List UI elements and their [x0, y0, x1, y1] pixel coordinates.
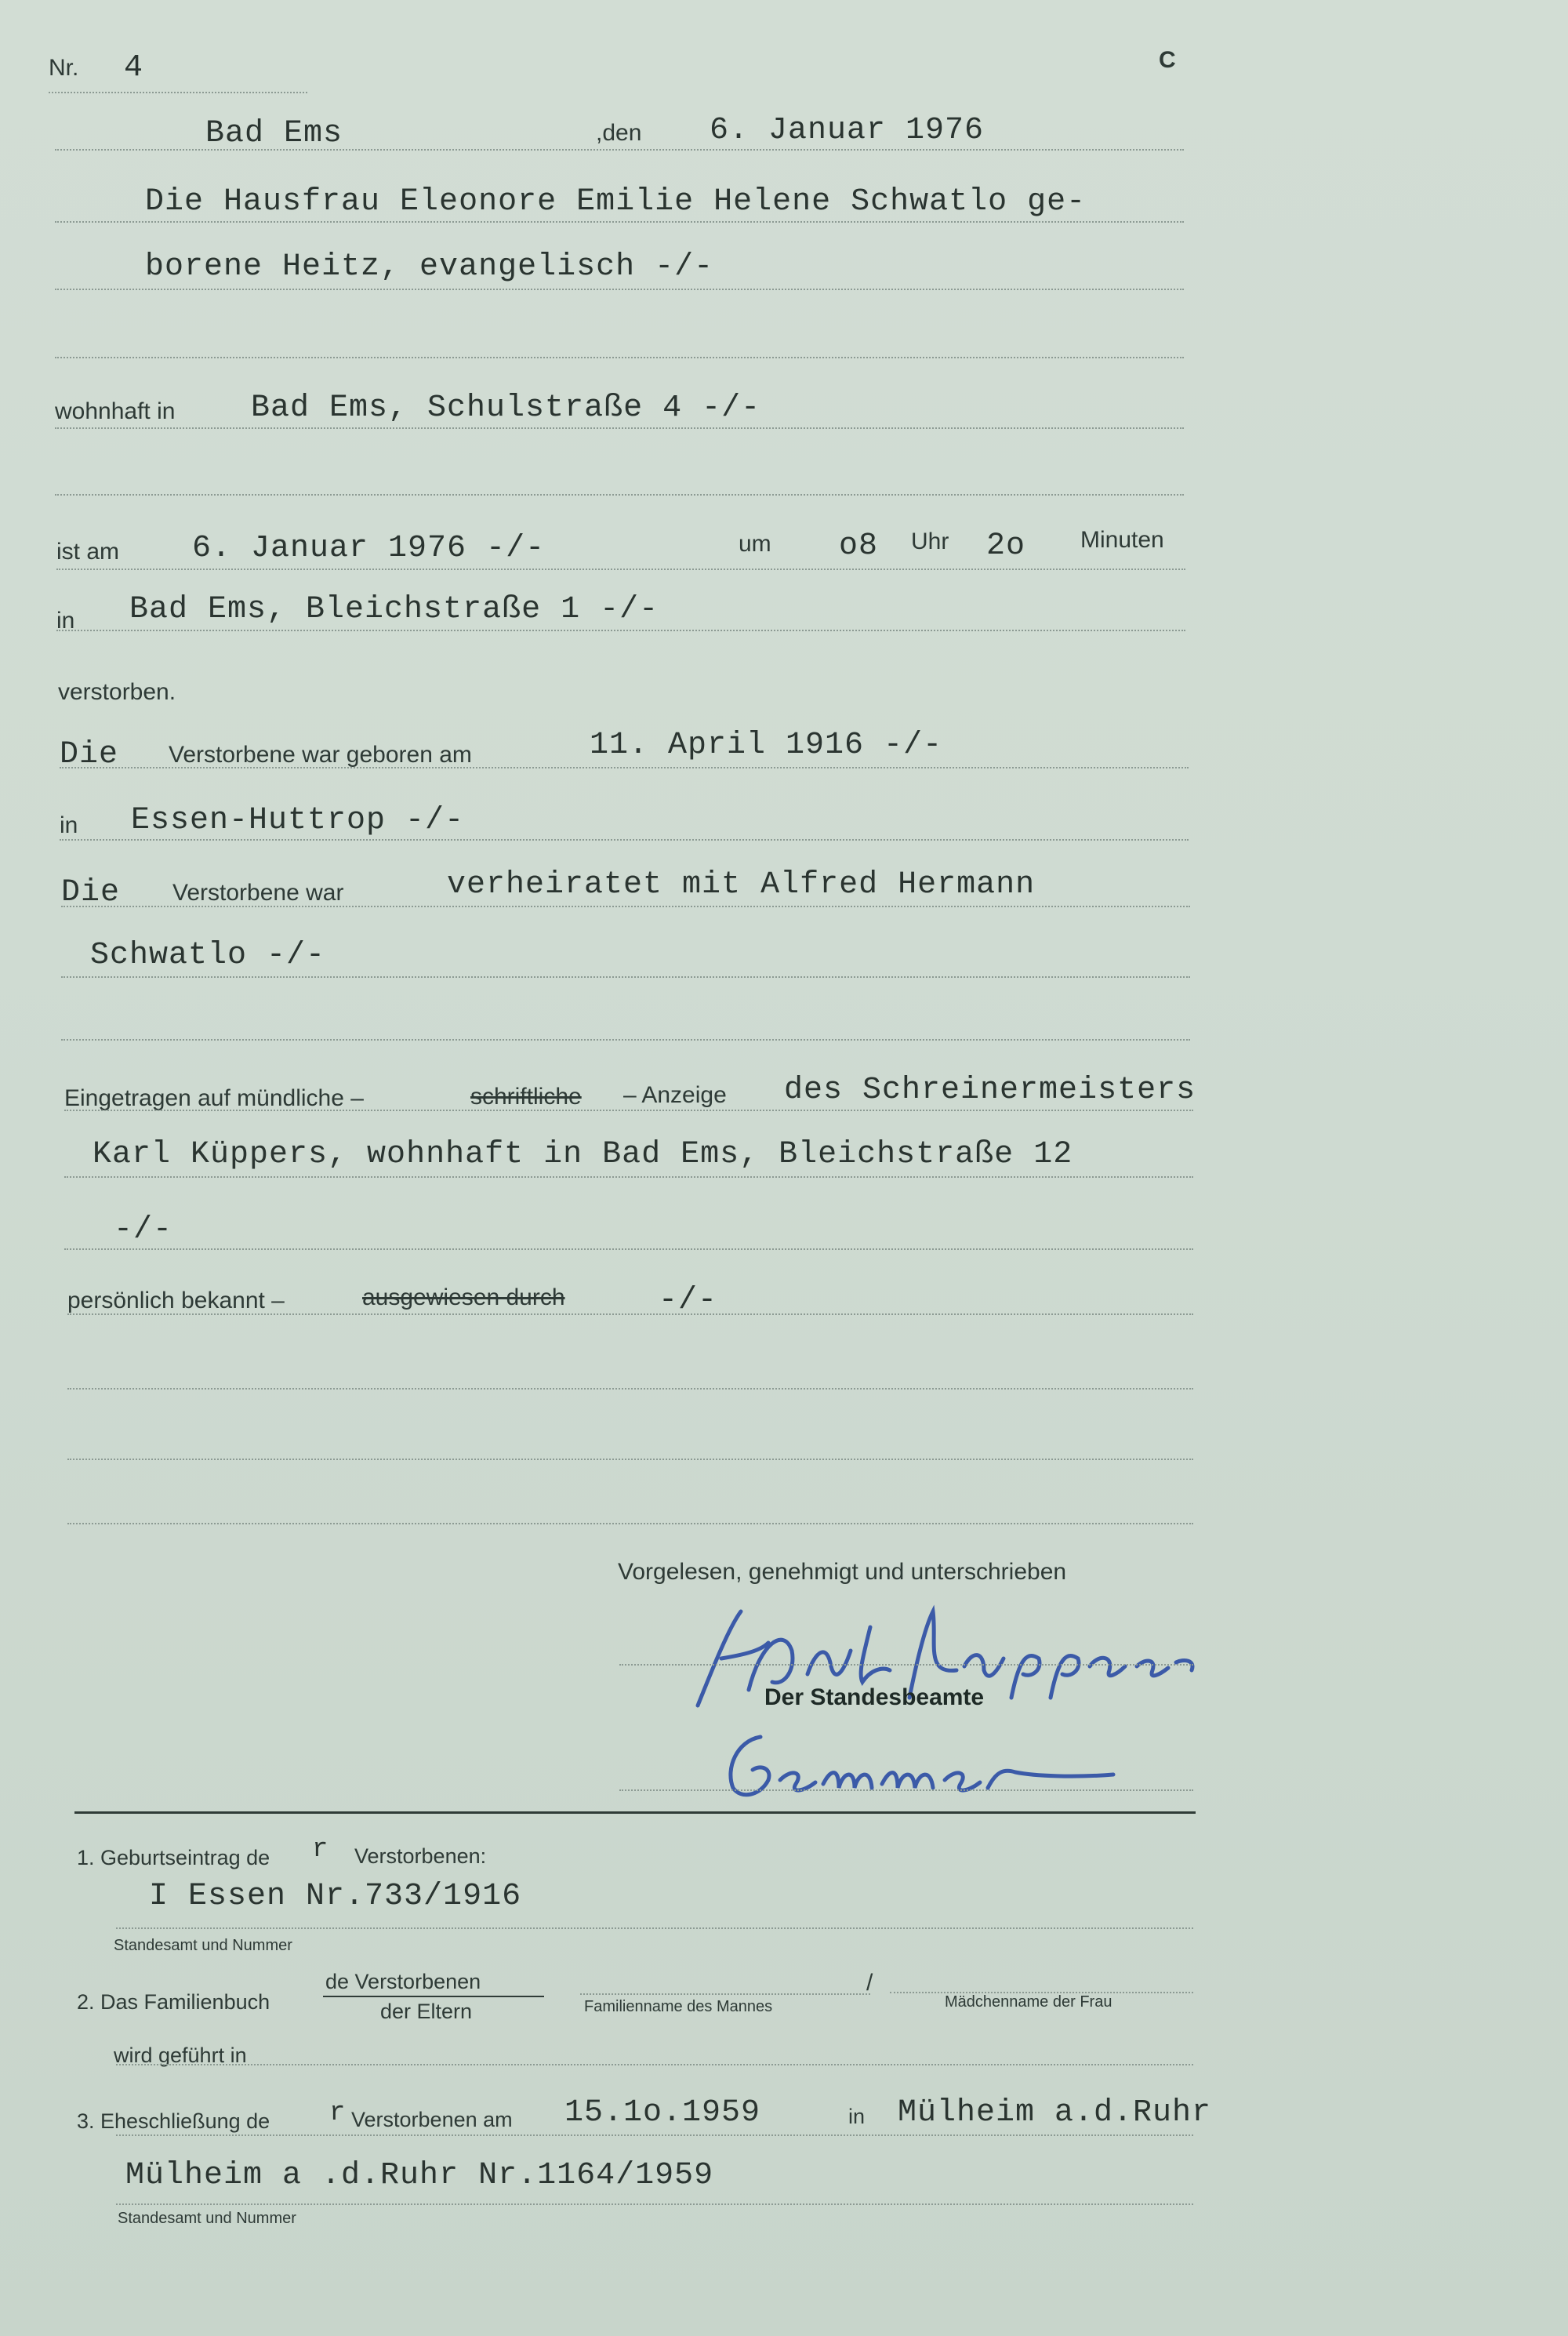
item2-slash: /	[866, 1970, 873, 1996]
death-in-label: in	[56, 608, 75, 634]
death-place-value: Bad Ems, Bleichstraße 1 -/-	[129, 592, 659, 627]
birth-place-value: Essen-Huttrop -/-	[131, 803, 465, 838]
blank-rule-1	[55, 357, 1184, 358]
birth-date-rule	[60, 767, 1189, 768]
item3-place: Mülheim a.d.Ruhr	[898, 2095, 1212, 2131]
marital-line2: Schwatlo -/-	[90, 938, 326, 973]
informant-line1-rule	[64, 1110, 1193, 1111]
item2-label: 2. Das Familienbuch	[77, 1990, 270, 2014]
residence-rule	[55, 427, 1184, 429]
registration-label2: – Anzeige	[623, 1082, 727, 1108]
date-value: 6. Januar 1976	[710, 113, 985, 148]
item3-rule-a	[116, 2134, 1193, 2136]
registration-label: Eingetragen auf mündliche –	[64, 1085, 364, 1111]
date-line	[55, 149, 1184, 151]
item2-caption-b: Mädchenname der Frau	[945, 1993, 1112, 2011]
birth-date-value: 11. April 1916 -/-	[590, 728, 943, 763]
nr-value: 4	[124, 50, 144, 85]
informant-line2-rule	[64, 1176, 1193, 1178]
item2-rule-a	[580, 1993, 870, 1995]
residence-value: Bad Ems, Schulstraße 4 -/-	[251, 391, 761, 426]
blank-rule-3	[61, 1039, 1190, 1041]
item1-label2: Verstorbenen:	[354, 1844, 487, 1868]
birth-place-rule	[60, 839, 1189, 841]
informant-signature-rule	[619, 1664, 1193, 1666]
blank-rule-5	[67, 1459, 1193, 1460]
person-line1: Die Hausfrau Eleonore Emilie Helene Schwatlo ge-	[145, 184, 1087, 220]
item2-frac-bottom: der Eltern	[380, 2000, 473, 2023]
footer-separator	[74, 1811, 1196, 1814]
minuten-label: Minuten	[1080, 527, 1164, 553]
item2-frac-line	[323, 1996, 544, 1997]
marital-prefix: Die	[61, 875, 121, 910]
person-line1-rule	[55, 221, 1184, 223]
item3-label2: Verstorbenen am	[351, 2108, 513, 2131]
item1-rule	[116, 1927, 1193, 1929]
blank-rule-2	[55, 494, 1184, 496]
nr-line	[49, 92, 307, 93]
death-place-rule	[56, 630, 1185, 631]
um-label: um	[739, 531, 771, 557]
blank-rule-6	[67, 1523, 1193, 1524]
item2-rule-c	[116, 2064, 1193, 2065]
item1-label: 1. Geburtseintrag de	[77, 1846, 270, 1869]
registrar-signature	[706, 1721, 1145, 1807]
item2-caption-a: Familienname des Mannes	[584, 1998, 773, 2015]
item3-in-label: in	[848, 2105, 866, 2128]
item1-caption: Standesamt und Nummer	[114, 1937, 292, 1954]
known-struck: ausgewiesen durch	[362, 1284, 565, 1310]
residence-label: wohnhaft in	[55, 398, 176, 424]
place-value: Bad Ems	[205, 116, 343, 151]
item3-caption: Standesamt und Nummer	[118, 2210, 296, 2227]
informant-line3: -/-	[114, 1212, 173, 1248]
marital-line1-rule	[61, 906, 1190, 907]
born-label: Verstorbene war geboren am	[169, 742, 472, 768]
died-on-rule	[56, 569, 1185, 570]
item2-label2: wird geführt in	[114, 2044, 247, 2067]
item1-value: I Essen Nr.733/1916	[149, 1879, 522, 1914]
nr-label: Nr.	[49, 55, 79, 81]
informant-line3-rule	[64, 1248, 1193, 1250]
hour-value: o8	[839, 529, 879, 564]
birth-in-label: in	[60, 812, 78, 838]
blank-rule-4	[67, 1388, 1193, 1390]
date-label: ,den	[596, 120, 642, 146]
corner-letter: C	[1159, 47, 1176, 73]
item3-value: Mülheim a .d.Ruhr Nr.1164/1959	[125, 2158, 714, 2193]
read-approved-label: Vorgelesen, genehmigt und unterschrieben	[618, 1559, 1067, 1585]
died-on-value: 6. Januar 1976 -/-	[192, 531, 546, 566]
item3-rule-b	[116, 2203, 1193, 2205]
marital-line2-rule	[61, 976, 1190, 978]
item3-date: 15.1o.1959	[564, 2095, 761, 2131]
known-label: persönlich bekannt –	[67, 1288, 285, 1313]
person-line2: borene Heitz, evangelisch -/-	[145, 249, 714, 285]
person-line2-rule	[55, 289, 1184, 290]
died-on-label: ist am	[56, 539, 120, 565]
known-rule	[67, 1313, 1193, 1315]
registrar-signature-rule	[619, 1789, 1193, 1791]
born-prefix: Die	[60, 737, 119, 772]
registrar-label: Der Standesbeamte	[764, 1684, 985, 1710]
item1-typed: r	[312, 1835, 329, 1865]
item3-typed: r	[329, 2098, 347, 2128]
item3-label: 3. Eheschließung de	[77, 2109, 270, 2133]
registration-struck: schriftliche	[470, 1084, 582, 1110]
minutes-value: 2o	[986, 529, 1026, 564]
verstorben-label: verstorben.	[58, 679, 176, 705]
uhr-label: Uhr	[911, 529, 949, 554]
informant-line2: Karl Küppers, wohnhaft in Bad Ems, Bleichstraße 12	[93, 1137, 1073, 1172]
item2-frac-top: de Verstorbenen	[325, 1970, 481, 1993]
marital-line1: verheiratet mit Alfred Hermann	[447, 867, 1036, 903]
informant-line1: des Schreinermeisters	[784, 1073, 1196, 1108]
known-value: -/-	[659, 1283, 718, 1318]
marital-label: Verstorbene war	[172, 880, 344, 906]
